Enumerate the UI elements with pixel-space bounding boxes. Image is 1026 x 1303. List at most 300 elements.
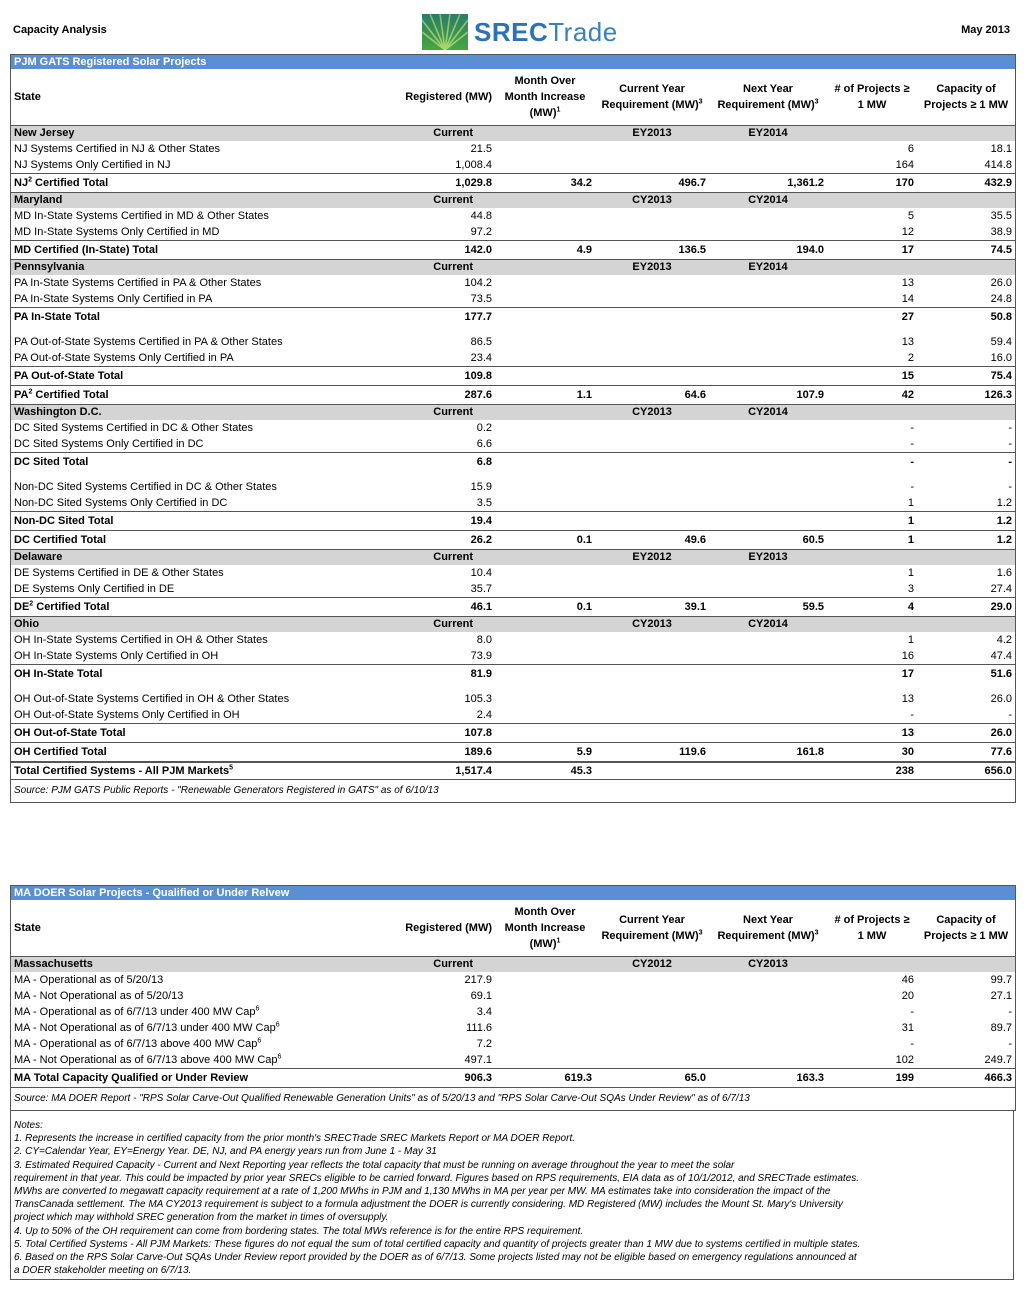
row-label-text: PA — [14, 389, 29, 401]
next-requirement — [709, 707, 827, 724]
ma-section — [10, 885, 1016, 1111]
mom-increase — [495, 495, 595, 512]
group-year1: CY2013 — [595, 617, 709, 633]
next-requirement — [709, 762, 827, 780]
current-requirement: 49.6 — [595, 531, 709, 550]
col-registered: Registered (MW) — [325, 69, 495, 126]
project-count: 42 — [827, 386, 917, 405]
row-label — [11, 174, 325, 193]
project-capacity: 466.3 — [917, 1069, 1015, 1088]
note-line: Notes: — [14, 1120, 43, 1131]
group-blank — [495, 405, 595, 421]
mom-increase — [495, 224, 595, 241]
registered-mw: 81.9 — [325, 665, 495, 684]
current-requirement — [595, 453, 709, 472]
ma-col-next-req — [709, 900, 827, 957]
project-count: - — [910, 481, 914, 493]
group-blank — [917, 550, 1015, 566]
mom-increase: 1.1 — [495, 386, 595, 405]
row-label-footnote: 6 — [255, 1005, 260, 1013]
project-capacity: 1.2 — [917, 512, 1015, 531]
srectrade-logo — [422, 12, 618, 52]
project-count: 14 — [901, 293, 914, 305]
mom-increase — [495, 308, 595, 327]
project-count: 46 — [901, 974, 914, 986]
next-requirement — [709, 208, 827, 224]
mom-increase: 619.3 — [495, 1069, 595, 1088]
mom-increase — [495, 436, 595, 453]
registered-mw: 6.6 — [476, 438, 492, 450]
ma-col-projects: # of Projects ≥ 1 MW — [827, 900, 917, 957]
row-label: OH Out-of-State Total — [11, 724, 325, 743]
table-row — [11, 157, 1015, 174]
row-label — [11, 598, 325, 617]
group-current-label: Current — [325, 193, 495, 209]
group-year2: EY2014 — [709, 260, 827, 276]
project-count: - — [910, 438, 914, 450]
mom-increase — [495, 141, 595, 157]
project-capacity: 27.1 — [990, 990, 1012, 1002]
mom-increase — [495, 988, 595, 1004]
group-name: Massachusetts — [11, 957, 325, 973]
row-label: OH In-State Total — [11, 665, 325, 684]
mom-increase — [495, 565, 595, 581]
logo-wordmark — [474, 17, 618, 48]
row-label: OH In-State Systems Only Certified in OH — [14, 650, 219, 662]
row-label: PA Out-of-State Total — [11, 367, 325, 386]
next-requirement — [709, 224, 827, 241]
source-row — [11, 1088, 1015, 1111]
row-label-text: MA - Operational as of 6/7/13 above 400 MW Cap — [14, 1038, 258, 1050]
table-row — [11, 581, 1015, 598]
next-requirement — [709, 648, 827, 665]
row-label-footnote: 6 — [257, 1037, 262, 1045]
registered-mw: 109.8 — [325, 367, 495, 386]
registered-mw: 497.1 — [464, 1054, 492, 1066]
note-line: 5. Total Certified Systems - All PJM Markets: These figures do not equal the sum of total certified capacity and quantity of projects greater than 1 MW due to systems certified in multiple states. — [14, 1238, 861, 1250]
mom-increase — [495, 420, 595, 436]
notes-block — [10, 1111, 1014, 1280]
row-label-rest: Certified Total — [33, 601, 110, 613]
next-requirement — [709, 291, 827, 308]
project-count: 17 — [827, 241, 917, 260]
mom-increase — [495, 208, 595, 224]
current-requirement — [595, 724, 709, 743]
group-year1: CY2013 — [595, 193, 709, 209]
mom-increase — [495, 665, 595, 684]
note-line: 3. Estimated Required Capacity - Current and Next Reporting year reflects the total capacity that must be running on average throughout the year to meet the solar — [14, 1159, 735, 1171]
registered-mw: 21.5 — [470, 143, 492, 155]
row-label: Non-DC Sited Systems Only Certified in DC — [14, 497, 228, 509]
spacer-cell — [11, 471, 1015, 479]
project-capacity: - — [1008, 422, 1012, 434]
table-row — [11, 436, 1015, 453]
registered-mw: 287.6 — [325, 386, 495, 405]
current-requirement — [595, 512, 709, 531]
project-count: 2 — [907, 352, 914, 364]
note-line: requirement in that year. This could be impacted by prior year SRECs eligible to be carried forward. Figures based on RPS requirements, EIA data as of 10/1/2012, and SRECTrade estimates. — [14, 1172, 860, 1184]
row-label — [11, 1036, 325, 1052]
project-capacity: - — [917, 453, 1015, 472]
grand-total-footnote: 5 — [229, 764, 234, 772]
project-capacity: 75.4 — [917, 367, 1015, 386]
row-label-footnote: 2 — [28, 388, 33, 396]
table-row — [11, 1004, 1015, 1020]
next-requirement — [709, 724, 827, 743]
current-requirement — [595, 350, 709, 367]
row-label: PA In-State Systems Only Certified in PA — [14, 293, 213, 305]
project-capacity: 432.9 — [917, 174, 1015, 193]
col-mom-sup: 1 — [556, 106, 561, 114]
report-title: Capacity Analysis — [13, 24, 107, 36]
ma-col-capacity: Capacity of Projects ≥ 1 MW — [917, 900, 1015, 957]
group-blank — [917, 260, 1015, 276]
total-row — [11, 743, 1015, 763]
project-count: 4 — [827, 598, 917, 617]
next-requirement — [709, 436, 827, 453]
registered-mw: 23.4 — [470, 352, 492, 364]
current-requirement — [595, 436, 709, 453]
registered-mw: 217.9 — [464, 974, 492, 986]
note-line: 6. Based on the RPS Solar Carve-Out SQAs Under Review report provided by the DOER as of 6/7/13. Some projects listed may not be eligible based on emergency regulations announced at — [14, 1252, 857, 1264]
state-group-row — [11, 405, 1015, 421]
row-label: NJ Systems Certified in NJ & Other States — [14, 143, 221, 155]
project-count: 20 — [901, 990, 914, 1002]
ma-section-title: MA DOER Solar Projects - Qualified or Under Relvew — [11, 886, 1015, 900]
project-count: 1 — [827, 531, 917, 550]
registered-mw: 15.9 — [470, 481, 492, 493]
current-requirement — [595, 762, 709, 780]
table-row — [11, 479, 1015, 495]
registered-mw: 8.0 — [476, 634, 492, 646]
next-requirement — [709, 453, 827, 472]
project-capacity: 18.1 — [990, 143, 1012, 155]
table-row — [11, 141, 1015, 157]
current-requirement — [595, 275, 709, 291]
table-row — [11, 972, 1015, 988]
registered-mw: 104.2 — [464, 277, 492, 289]
next-requirement — [709, 632, 827, 648]
registered-mw: 97.2 — [470, 226, 492, 238]
project-capacity: 26.0 — [917, 724, 1015, 743]
total-row — [11, 174, 1015, 193]
pjm-table — [11, 69, 1015, 802]
group-name: Pennsylvania — [11, 260, 325, 276]
project-count: - — [910, 709, 914, 721]
registered-mw: 142.0 — [325, 241, 495, 260]
current-requirement — [595, 707, 709, 724]
ma-col-mom-sup: 1 — [556, 937, 561, 945]
ma-col-mom-label: Month Over Month Increase (MW) — [504, 906, 586, 950]
project-capacity: 77.6 — [917, 743, 1015, 763]
current-requirement — [595, 308, 709, 327]
state-group-row — [11, 260, 1015, 276]
next-requirement — [709, 308, 827, 327]
registered-mw: 19.4 — [325, 512, 495, 531]
project-count: 30 — [827, 743, 917, 763]
row-label — [11, 1020, 325, 1036]
group-blank — [917, 405, 1015, 421]
project-count: 164 — [895, 159, 914, 171]
group-year2: EY2013 — [709, 550, 827, 566]
project-capacity: 4.2 — [996, 634, 1012, 646]
current-requirement — [595, 495, 709, 512]
project-capacity: - — [1008, 1038, 1012, 1050]
project-capacity: 51.6 — [917, 665, 1015, 684]
current-requirement — [595, 691, 709, 707]
spacer-cell — [11, 326, 1015, 334]
project-capacity: 1.2 — [917, 531, 1015, 550]
current-requirement — [595, 224, 709, 241]
table-row — [11, 707, 1015, 724]
registered-mw: 107.8 — [325, 724, 495, 743]
next-requirement — [709, 988, 827, 1004]
row-label-text: MA - Not Operational as of 6/7/13 under 400 MW Cap — [14, 1022, 276, 1034]
total-row — [11, 367, 1015, 386]
table-row — [11, 208, 1015, 224]
current-requirement — [595, 648, 709, 665]
project-capacity: 414.8 — [984, 159, 1012, 171]
current-requirement — [595, 208, 709, 224]
total-row — [11, 531, 1015, 550]
next-requirement: 1,361.2 — [709, 174, 827, 193]
mom-increase: 34.2 — [495, 174, 595, 193]
next-requirement — [709, 275, 827, 291]
note-line: TransCanada settlement. The MA CY2013 requirement is subject to a formula adjustment the DOER is currently considering. MD Registered (MW) includes the Mount St. Mary's University — [14, 1199, 843, 1211]
mom-increase — [495, 157, 595, 174]
group-name: New Jersey — [11, 126, 325, 142]
ma-col-next-req-sup: 3 — [814, 929, 819, 937]
registered-mw: 44.8 — [470, 210, 492, 222]
note-line: project which may withhold SREC generation from the market in times of oversupply. — [14, 1212, 389, 1224]
spacer-cell — [11, 683, 1015, 691]
current-requirement: 39.1 — [595, 598, 709, 617]
group-blank — [495, 260, 595, 276]
row-label: DC Sited Systems Only Certified in DC — [14, 438, 204, 450]
group-blank — [827, 550, 917, 566]
logo-bold: SREC — [474, 16, 549, 47]
project-capacity: 26.0 — [990, 277, 1012, 289]
registered-mw: 1,029.8 — [325, 174, 495, 193]
group-blank — [495, 617, 595, 633]
mom-increase — [495, 291, 595, 308]
row-label-footnote: 6 — [277, 1053, 282, 1061]
next-requirement — [709, 1036, 827, 1052]
current-requirement — [595, 988, 709, 1004]
table-row — [11, 648, 1015, 665]
source-row — [11, 780, 1015, 803]
col-next-req — [709, 69, 827, 126]
current-requirement: 65.0 — [595, 1069, 709, 1088]
current-requirement: 496.7 — [595, 174, 709, 193]
table-row — [11, 275, 1015, 291]
group-blank — [917, 193, 1015, 209]
project-capacity: 1.2 — [996, 497, 1012, 509]
project-capacity: 249.7 — [984, 1054, 1012, 1066]
group-current-label: Current — [325, 617, 495, 633]
group-year2: EY2014 — [709, 126, 827, 142]
row-label: DC Sited Total — [11, 453, 325, 472]
project-count: 1 — [907, 634, 914, 646]
mom-increase: 4.9 — [495, 241, 595, 260]
project-count: - — [910, 1006, 914, 1018]
registered-mw: 69.1 — [470, 990, 492, 1002]
mom-increase: 5.9 — [495, 743, 595, 763]
ma-column-header-row — [11, 900, 1015, 957]
group-blank — [827, 617, 917, 633]
next-requirement — [709, 334, 827, 350]
project-capacity: 47.4 — [990, 650, 1012, 662]
row-label: OH Out-of-State Systems Certified in OH & Other States — [14, 693, 290, 705]
project-count: 199 — [827, 1069, 917, 1088]
mom-increase — [495, 1020, 595, 1036]
note-line: 1. Represents the increase in certified capacity from the prior month's SRECTrade SREC Markets Report or MA DOER Report. — [14, 1133, 576, 1145]
project-capacity: 24.8 — [990, 293, 1012, 305]
project-count: 1 — [907, 567, 914, 579]
registered-mw: 189.6 — [325, 743, 495, 763]
row-label-footnote: 2 — [28, 176, 32, 184]
project-count: 13 — [901, 277, 914, 289]
spacer-row — [11, 326, 1015, 334]
group-blank — [827, 957, 917, 973]
group-name: Ohio — [11, 617, 325, 633]
project-count: 5 — [907, 210, 914, 222]
row-label: DC Certified Total — [11, 531, 325, 550]
project-capacity: 99.7 — [990, 974, 1012, 986]
note-line: 2. CY=Calendar Year, EY=Energy Year. DE, NJ, and PA energy years run from June 1 - May 31 — [14, 1146, 437, 1158]
col-current-req — [595, 69, 709, 126]
mom-increase — [495, 1052, 595, 1069]
next-requirement — [709, 512, 827, 531]
mom-increase — [495, 691, 595, 707]
group-blank — [917, 617, 1015, 633]
row-label: NJ Systems Only Certified in NJ — [14, 159, 171, 171]
registered-mw: 73.5 — [470, 293, 492, 305]
current-requirement — [595, 665, 709, 684]
row-label-text: MA - Not Operational as of 5/20/13 — [14, 990, 184, 1002]
state-group-row — [11, 957, 1015, 973]
mom-increase: 0.1 — [495, 531, 595, 550]
row-label: DC Sited Systems Certified in DC & Other States — [14, 422, 254, 434]
col-mom — [495, 69, 595, 126]
table-row — [11, 420, 1015, 436]
registered-mw: 46.1 — [325, 598, 495, 617]
next-requirement: 59.5 — [709, 598, 827, 617]
group-year2: CY2014 — [709, 617, 827, 633]
group-year1: EY2013 — [595, 260, 709, 276]
pjm-section — [10, 54, 1016, 803]
spacer-row — [11, 471, 1015, 479]
row-label: Non-DC Sited Systems Certified in DC & Other States — [14, 481, 277, 493]
row-label: OH Certified Total — [11, 743, 325, 763]
group-blank — [917, 126, 1015, 142]
table-row — [11, 988, 1015, 1004]
sun-rays-icon — [422, 14, 468, 50]
group-current-label: Current — [325, 260, 495, 276]
table-row — [11, 1020, 1015, 1036]
project-count: 12 — [901, 226, 914, 238]
current-requirement — [595, 367, 709, 386]
mom-increase — [495, 581, 595, 598]
next-requirement: 163.3 — [709, 1069, 827, 1088]
table-row — [11, 350, 1015, 367]
project-capacity: 126.3 — [917, 386, 1015, 405]
mom-increase — [495, 453, 595, 472]
mom-increase — [495, 334, 595, 350]
table-row — [11, 495, 1015, 512]
project-count: 102 — [895, 1054, 914, 1066]
group-name: Maryland — [11, 193, 325, 209]
group-year1: EY2013 — [595, 126, 709, 142]
row-label: DE Systems Only Certified in DE — [14, 583, 175, 595]
project-capacity: 1.6 — [996, 567, 1012, 579]
registered-mw: 906.3 — [325, 1069, 495, 1088]
source-note: Source: PJM GATS Public Reports - "Renewable Generators Registered in GATS" as of 6/10/13 — [11, 780, 1015, 803]
next-requirement — [709, 350, 827, 367]
state-group-row — [11, 193, 1015, 209]
row-label-text: MA - Operational as of 6/7/13 under 400 MW Cap — [14, 1006, 256, 1018]
row-label: MA Total Capacity Qualified or Under Review — [11, 1069, 325, 1088]
row-label-text: MA - Not Operational as of 6/7/13 above 400 MW Cap — [14, 1054, 278, 1066]
registered-mw: 0.2 — [476, 422, 492, 434]
col-mom-label: Month Over Month Increase (MW) — [504, 75, 586, 119]
next-requirement — [709, 581, 827, 598]
next-requirement — [709, 1020, 827, 1036]
row-label-rest: Certified Total — [31, 177, 109, 189]
group-blank — [827, 405, 917, 421]
project-count: 13 — [901, 693, 914, 705]
mom-increase — [495, 648, 595, 665]
next-requirement: 107.9 — [709, 386, 827, 405]
row-label: PA Out-of-State Systems Certified in PA & Other States — [14, 336, 283, 348]
total-row — [11, 1069, 1015, 1088]
mom-increase — [495, 1036, 595, 1052]
registered-mw: 111.6 — [466, 1022, 492, 1034]
total-row — [11, 453, 1015, 472]
registered-mw: 1,008.4 — [455, 159, 492, 171]
project-capacity: 38.9 — [990, 226, 1012, 238]
note-line: a DOER stakeholder meeting on 6/7/13. — [14, 1265, 192, 1277]
group-current-label: Current — [325, 126, 495, 142]
ma-col-current-req-sup: 3 — [698, 929, 703, 937]
next-requirement — [709, 367, 827, 386]
state-group-row — [11, 126, 1015, 142]
table-row — [11, 334, 1015, 350]
project-capacity: 27.4 — [990, 583, 1012, 595]
ma-col-next-req-label: Next Year Requirement (MW) — [717, 914, 815, 942]
project-count: 6 — [907, 143, 914, 155]
col-next-req-sup: 3 — [814, 98, 819, 106]
row-label: Non-DC Sited Total — [11, 512, 325, 531]
project-count: 27 — [827, 308, 917, 327]
logo-light: Trade — [548, 16, 618, 47]
group-name: Washington D.C. — [11, 405, 325, 421]
next-requirement — [709, 1052, 827, 1069]
table-row — [11, 1036, 1015, 1052]
group-current-label: Current — [325, 405, 495, 421]
current-requirement — [595, 1036, 709, 1052]
next-requirement: 194.0 — [709, 241, 827, 260]
project-capacity: 16.0 — [990, 352, 1012, 364]
col-current-req-label: Current Year Requirement (MW) — [601, 83, 699, 111]
current-requirement — [595, 157, 709, 174]
current-requirement — [595, 581, 709, 598]
group-blank — [827, 260, 917, 276]
registered-mw: 73.9 — [470, 650, 492, 662]
mom-increase — [495, 724, 595, 743]
next-requirement — [709, 565, 827, 581]
next-requirement — [709, 1004, 827, 1020]
